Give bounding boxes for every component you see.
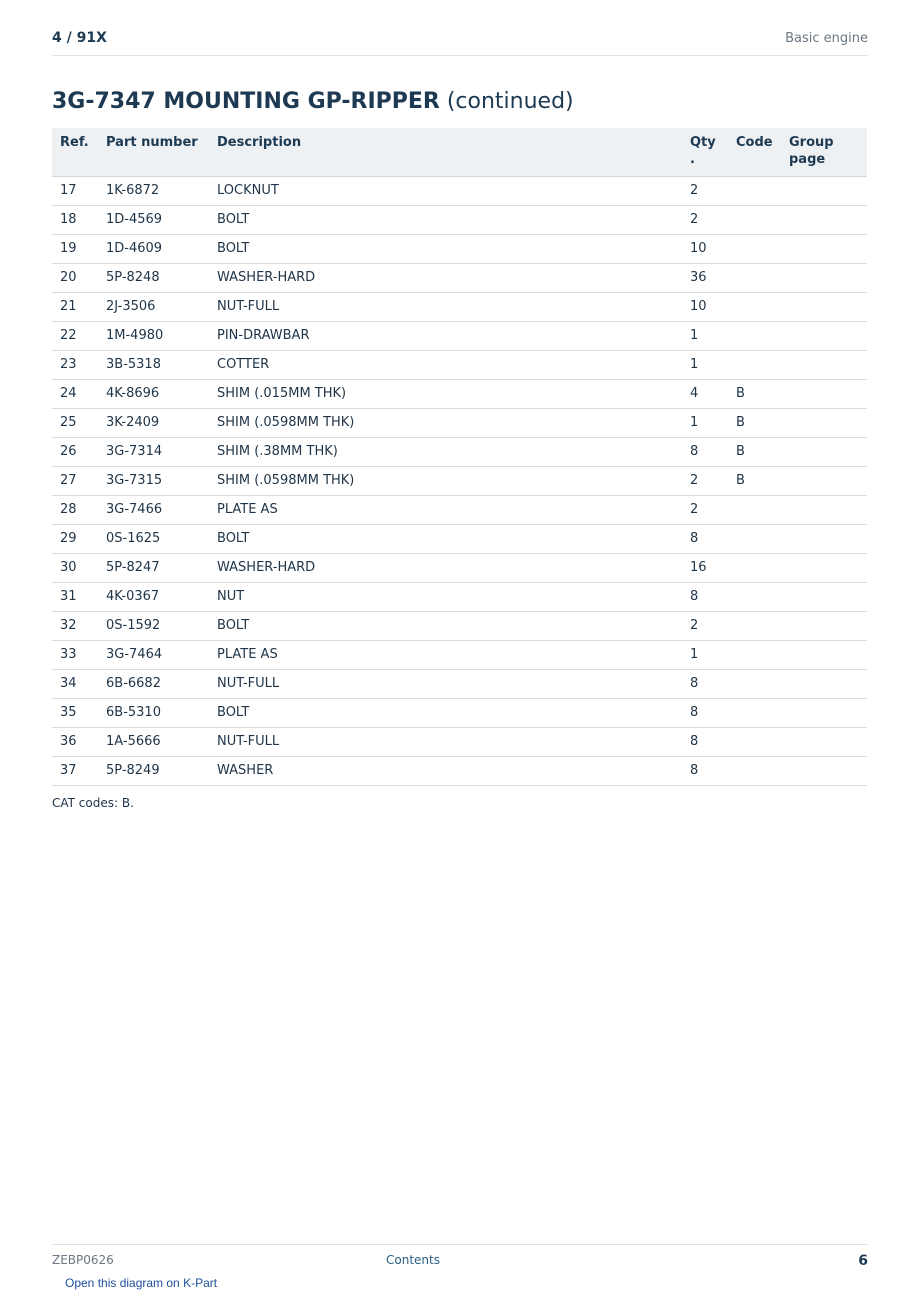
cell-group-page: [781, 379, 867, 408]
cell-part-number: 3G-7315: [98, 466, 209, 495]
cell-description: COTTER: [209, 350, 682, 379]
cell-description: NUT-FULL: [209, 669, 682, 698]
cell-code: [728, 350, 781, 379]
table-row: [52, 553, 867, 582]
cell-group-page: [781, 234, 867, 263]
cell-part-number: 1D-4609: [98, 234, 209, 263]
page-footer: [52, 1244, 868, 1275]
cell-group-page: [781, 727, 867, 756]
cell-qty: 2: [682, 176, 728, 205]
cell-part-number: 1M-4980: [98, 321, 209, 350]
cell-ref: 29: [52, 524, 98, 553]
cell-part-number: 1K-6872: [98, 176, 209, 205]
cell-group-page: [781, 611, 867, 640]
cell-part-number: 3G-7466: [98, 495, 209, 524]
cell-group-page: [781, 176, 867, 205]
cell-description: SHIM (.0598MM THK): [209, 466, 682, 495]
cell-part-number: 3K-2409: [98, 408, 209, 437]
cell-group-page: [781, 553, 867, 582]
cell-qty: 16: [682, 553, 728, 582]
cell-group-page: [781, 263, 867, 292]
cell-code: [728, 582, 781, 611]
cell-code: [728, 756, 781, 785]
cell-part-number: 3G-7464: [98, 640, 209, 669]
column-header-code: Code: [728, 128, 781, 176]
cell-description: PLATE AS: [209, 640, 682, 669]
cell-ref: 31: [52, 582, 98, 611]
cell-qty: 2: [682, 205, 728, 234]
cell-description: BOLT: [209, 234, 682, 263]
cell-ref: 36: [52, 727, 98, 756]
table-row: [52, 756, 867, 785]
cell-ref: 32: [52, 611, 98, 640]
cell-code: B: [728, 437, 781, 466]
table-row: [52, 321, 867, 350]
page-title-suffix: (continued): [439, 89, 574, 114]
cell-part-number: 4K-0367: [98, 582, 209, 611]
cell-ref: 34: [52, 669, 98, 698]
cell-description: PLATE AS: [209, 495, 682, 524]
cell-description: SHIM (.0598MM THK): [209, 408, 682, 437]
table-row: [52, 379, 867, 408]
cell-qty: 10: [682, 292, 728, 321]
cell-ref: 26: [52, 437, 98, 466]
contents-link[interactable]: Contents: [386, 1253, 440, 1267]
cell-ref: 30: [52, 553, 98, 582]
cell-code: [728, 234, 781, 263]
cell-code: [728, 553, 781, 582]
document-code: ZEBP0626: [52, 1253, 114, 1267]
column-header-ref: Ref.: [52, 128, 98, 176]
cell-qty: 10: [682, 234, 728, 263]
cell-qty: 1: [682, 408, 728, 437]
cell-ref: 28: [52, 495, 98, 524]
cell-qty: 8: [682, 437, 728, 466]
cell-description: BOLT: [209, 698, 682, 727]
cell-code: [728, 727, 781, 756]
cell-description: BOLT: [209, 205, 682, 234]
cell-part-number: 6B-5310: [98, 698, 209, 727]
cell-group-page: [781, 582, 867, 611]
table-header-row: [52, 128, 867, 176]
cell-code: [728, 205, 781, 234]
cell-code: B: [728, 408, 781, 437]
cell-part-number: 3G-7314: [98, 437, 209, 466]
cell-ref: 17: [52, 176, 98, 205]
cell-part-number: 0S-1625: [98, 524, 209, 553]
cell-group-page: [781, 437, 867, 466]
cell-ref: 33: [52, 640, 98, 669]
cell-description: PIN-DRAWBAR: [209, 321, 682, 350]
page-title: [52, 89, 574, 114]
cell-qty: 8: [682, 524, 728, 553]
cell-group-page: [781, 466, 867, 495]
cell-part-number: 0S-1592: [98, 611, 209, 640]
breadcrumb: 4 / 91X: [52, 30, 107, 46]
table-row: [52, 582, 867, 611]
cat-codes-note: CAT codes: B.: [52, 796, 134, 810]
table-row: [52, 466, 867, 495]
cell-code: [728, 321, 781, 350]
table-row: [52, 263, 867, 292]
table-row: [52, 176, 867, 205]
cell-code: B: [728, 379, 781, 408]
cell-code: [728, 176, 781, 205]
cell-qty: 4: [682, 379, 728, 408]
table-row: [52, 234, 867, 263]
section-name: Basic engine: [785, 31, 868, 46]
cell-ref: 27: [52, 466, 98, 495]
cell-ref: 25: [52, 408, 98, 437]
table-row: [52, 408, 867, 437]
cell-qty: 8: [682, 727, 728, 756]
table-row: [52, 698, 867, 727]
cell-qty: 8: [682, 698, 728, 727]
table-row: [52, 611, 867, 640]
cell-description: WASHER-HARD: [209, 553, 682, 582]
table-row: [52, 437, 867, 466]
cell-group-page: [781, 408, 867, 437]
cell-qty: 8: [682, 582, 728, 611]
cell-description: SHIM (.015MM THK): [209, 379, 682, 408]
table-row: [52, 350, 867, 379]
cell-qty: 2: [682, 611, 728, 640]
page-header: [52, 28, 868, 56]
cell-part-number: 5P-8248: [98, 263, 209, 292]
cell-qty: 1: [682, 321, 728, 350]
cell-part-number: 1A-5666: [98, 727, 209, 756]
cell-group-page: [781, 669, 867, 698]
cell-code: [728, 669, 781, 698]
table-row: [52, 524, 867, 553]
table-row: [52, 205, 867, 234]
cell-qty: 2: [682, 466, 728, 495]
cell-code: [728, 292, 781, 321]
cell-code: [728, 263, 781, 292]
cell-ref: 35: [52, 698, 98, 727]
cell-part-number: 4K-8696: [98, 379, 209, 408]
cell-ref: 22: [52, 321, 98, 350]
cell-part-number: 5P-8249: [98, 756, 209, 785]
cell-part-number: 1D-4569: [98, 205, 209, 234]
cell-description: BOLT: [209, 524, 682, 553]
cell-group-page: [781, 698, 867, 727]
cell-qty: 1: [682, 350, 728, 379]
cell-ref: 23: [52, 350, 98, 379]
cell-part-number: 6B-6682: [98, 669, 209, 698]
cell-code: [728, 698, 781, 727]
cell-description: WASHER: [209, 756, 682, 785]
cell-group-page: [781, 524, 867, 553]
cell-qty: 36: [682, 263, 728, 292]
parts-table-body: [52, 176, 867, 785]
cell-group-page: [781, 756, 867, 785]
cell-description: NUT: [209, 582, 682, 611]
cell-qty: 1: [682, 640, 728, 669]
cell-ref: 21: [52, 292, 98, 321]
cell-ref: 18: [52, 205, 98, 234]
column-header-description: Description: [209, 128, 682, 176]
page-number: 6: [858, 1253, 868, 1269]
table-row: [52, 640, 867, 669]
page-title-main: 3G-7347 MOUNTING GP-RIPPER: [52, 89, 440, 114]
table-row: [52, 727, 867, 756]
cell-description: BOLT: [209, 611, 682, 640]
cell-code: [728, 611, 781, 640]
cell-group-page: [781, 292, 867, 321]
cell-description: LOCKNUT: [209, 176, 682, 205]
cell-description: WASHER-HARD: [209, 263, 682, 292]
cell-ref: 20: [52, 263, 98, 292]
cell-code: [728, 640, 781, 669]
cell-ref: 19: [52, 234, 98, 263]
cell-group-page: [781, 205, 867, 234]
cell-qty: 2: [682, 495, 728, 524]
table-row: [52, 495, 867, 524]
cell-code: [728, 524, 781, 553]
table-row: [52, 669, 867, 698]
cell-qty: 8: [682, 669, 728, 698]
table-row: [52, 292, 867, 321]
cell-part-number: 5P-8247: [98, 553, 209, 582]
cell-part-number: 3B-5318: [98, 350, 209, 379]
cell-description: SHIM (.38MM THK): [209, 437, 682, 466]
cell-qty: 8: [682, 756, 728, 785]
cell-code: [728, 495, 781, 524]
cell-group-page: [781, 321, 867, 350]
column-header-qty: Qty .: [682, 128, 728, 176]
cell-group-page: [781, 350, 867, 379]
cell-ref: 24: [52, 379, 98, 408]
parts-table: [52, 128, 867, 786]
cell-code: B: [728, 466, 781, 495]
cell-group-page: [781, 495, 867, 524]
column-header-part-number: Part number: [98, 128, 209, 176]
cell-description: NUT-FULL: [209, 727, 682, 756]
cell-ref: 37: [52, 756, 98, 785]
cell-description: NUT-FULL: [209, 292, 682, 321]
cell-group-page: [781, 640, 867, 669]
cell-part-number: 2J-3506: [98, 292, 209, 321]
open-on-kpart-link[interactable]: Open this diagram on K-Part: [65, 1276, 218, 1290]
column-header-group-page: Group page: [781, 128, 867, 176]
